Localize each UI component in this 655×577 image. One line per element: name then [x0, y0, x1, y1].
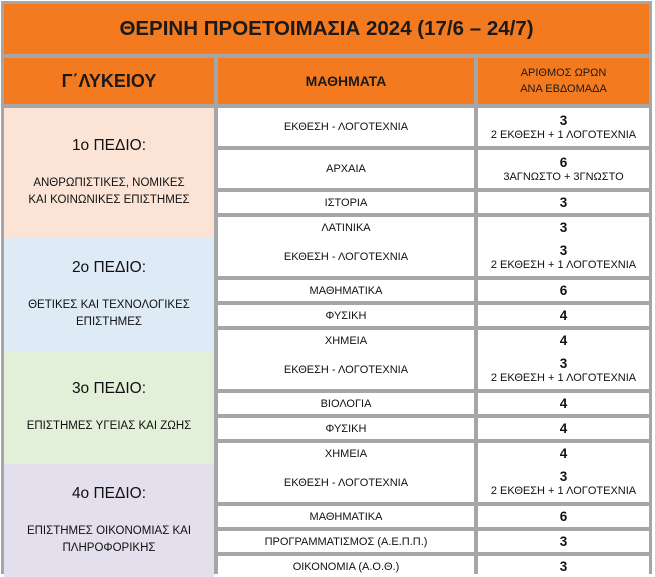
hours-cell — [478, 418, 649, 439]
hours-note: 2 ΕΚΘΕΣΗ + 1 ΛΟΓΟΤΕΧΝΙΑ — [490, 128, 637, 141]
subject-cell: ΦΥΣΙΚΗ — [218, 418, 474, 439]
field-description — [27, 418, 192, 435]
hours-cell — [478, 217, 649, 238]
hours-value: 3 — [559, 195, 568, 210]
hours-value: 6 — [559, 283, 568, 298]
field-description-line2: ΠΛΗΡΟΦΟΡΙΚΗΣ — [62, 541, 156, 554]
hours-value: 3 — [559, 559, 568, 574]
subject-cell: ΕΚΘΕΣΗ - ΛΟΓΟΤΕΧΝΙΑ — [218, 108, 474, 146]
header-class: Γ΄ΛΥΚΕΙΟΥ — [4, 58, 214, 104]
hours-value: 4 — [559, 421, 568, 436]
field-name: 4ο ΠΕΔΙΟ: — [71, 484, 147, 502]
hours-note: 2 ΕΚΘΕΣΗ + 1 ΛΟΓΟΤΕΧΝΙΑ — [490, 371, 637, 384]
field-cell — [4, 351, 214, 464]
subject-cell: ΠΡΟΓΡΑΜΜΑΤΙΣΜΟΣ (Α.Ε.Π.Π.) — [218, 531, 474, 552]
hours-cell — [478, 506, 649, 527]
hours-cell — [478, 108, 649, 146]
hours-cell — [478, 464, 649, 502]
subject-cell: ΙΣΤΟΡΙΑ — [218, 192, 474, 213]
field-description-line1: ΘΕΤΙΚΕΣ ΚΑΙ ΤΕΧΝΟΛΟΓΙΚΕΣ — [28, 298, 190, 311]
subject-cell: ΕΚΘΕΣΗ - ΛΟΓΟΤΕΧΝΙΑ — [218, 351, 474, 389]
hours-value: 3 — [559, 242, 568, 258]
hours-cell — [478, 351, 649, 389]
header-hours — [478, 58, 649, 104]
subject-cell: ΒΙΟΛΟΓΙΑ — [218, 393, 474, 414]
subject-cell: ΜΑΘΗΜΑΤΙΚΑ — [218, 506, 474, 527]
hours-cell — [478, 531, 649, 552]
hours-value: 6 — [559, 509, 568, 524]
hours-cell — [478, 280, 649, 301]
header-hours-line2: ΑΝΑ ΕΒΔΟΜΑΔΑ — [520, 83, 607, 95]
hours-value: 3 — [559, 468, 568, 484]
subject-cell: ΑΡΧΑΙΑ — [218, 150, 474, 188]
hours-value: 3 — [559, 534, 568, 549]
hours-cell — [478, 556, 649, 577]
hours-cell — [478, 192, 649, 213]
hours-value: 3 — [559, 112, 568, 128]
hours-value: 4 — [559, 396, 568, 411]
header-subjects: ΜΑΘΗΜΑΤΑ — [218, 58, 474, 104]
hours-note: 3ΑΓΝΩΣΤΟ + 3ΓΝΩΣΤΟ — [503, 170, 624, 183]
hours-note: 2 ΕΚΘΕΣΗ + 1 ΛΟΓΟΤΕΧΝΙΑ — [490, 484, 637, 497]
hours-value: 4 — [559, 446, 568, 461]
subject-cell: ΧΗΜΕΙΑ — [218, 330, 474, 351]
hours-note: 2 ΕΚΘΕΣΗ + 1 ΛΟΓΟΤΕΧΝΙΑ — [490, 258, 637, 271]
header-hours-line1: ΑΡΙΘΜΟΣ ΩΡΩΝ — [520, 67, 607, 79]
subject-cell: ΜΑΘΗΜΑΤΙΚΑ — [218, 280, 474, 301]
subject-cell: ΦΥΣΙΚΗ — [218, 305, 474, 326]
hours-value: 4 — [559, 333, 568, 348]
hours-cell — [478, 330, 649, 351]
hours-value: 3 — [559, 355, 568, 371]
field-name: 2ο ΠΕΔΙΟ: — [71, 258, 147, 276]
hours-cell — [478, 305, 649, 326]
field-description-line1: ΕΠΙΣΤΗΜΕΣ ΥΓΕΙΑΣ ΚΑΙ ΖΩΗΣ — [26, 420, 192, 432]
subject-cell: ΕΚΘΕΣΗ - ΛΟΓΟΤΕΧΝΙΑ — [218, 238, 474, 276]
hours-cell — [478, 238, 649, 276]
field-description-line1: ΕΠΙΣΤΗΜΕΣ ΟΙΚΟΝΟΜΙΑΣ ΚΑΙ — [26, 524, 192, 537]
table-title: ΘΕΡΙΝΗ ΠΡΟΕΤΟΙΜΑΣΙΑ 2024 (17/6 – 24/7) — [4, 4, 649, 54]
hours-value: 6 — [559, 154, 568, 170]
field-description — [27, 523, 191, 557]
hours-cell — [478, 150, 649, 188]
hours-cell — [478, 393, 649, 414]
field-cell — [4, 108, 214, 238]
field-description-line2: ΕΠΙΣΤΗΜΕΣ — [76, 315, 142, 328]
field-description — [28, 297, 190, 331]
field-name: 1ο ΠΕΔΙΟ: — [71, 137, 147, 154]
subject-cell: ΧΗΜΕΙΑ — [218, 443, 474, 464]
field-cell — [4, 464, 214, 577]
subject-cell: ΕΚΘΕΣΗ - ΛΟΓΟΤΕΧΝΙΑ — [218, 464, 474, 502]
field-description-line2: ΚΑΙ ΚΟΙΝΩΝΙΚΕΣ ΕΠΙΣΤΗΜΕΣ — [28, 194, 190, 206]
hours-value: 3 — [559, 220, 568, 235]
field-description — [28, 175, 189, 209]
subject-cell: ΟΙΚΟΝΟΜΙΑ (Α.Ο.Θ.) — [218, 556, 474, 577]
field-name: 3ο ΠΕΔΙΟ: — [71, 380, 147, 397]
hours-value: 4 — [559, 308, 568, 323]
subject-cell: ΛΑΤΙΝΙΚΑ — [218, 217, 474, 238]
hours-cell — [478, 443, 649, 464]
field-description-line1: ΑΝΘΡΩΠΙΣΤΙΚΕΣ, ΝΟΜΙΚΕΣ — [33, 177, 185, 189]
field-cell — [4, 238, 214, 351]
